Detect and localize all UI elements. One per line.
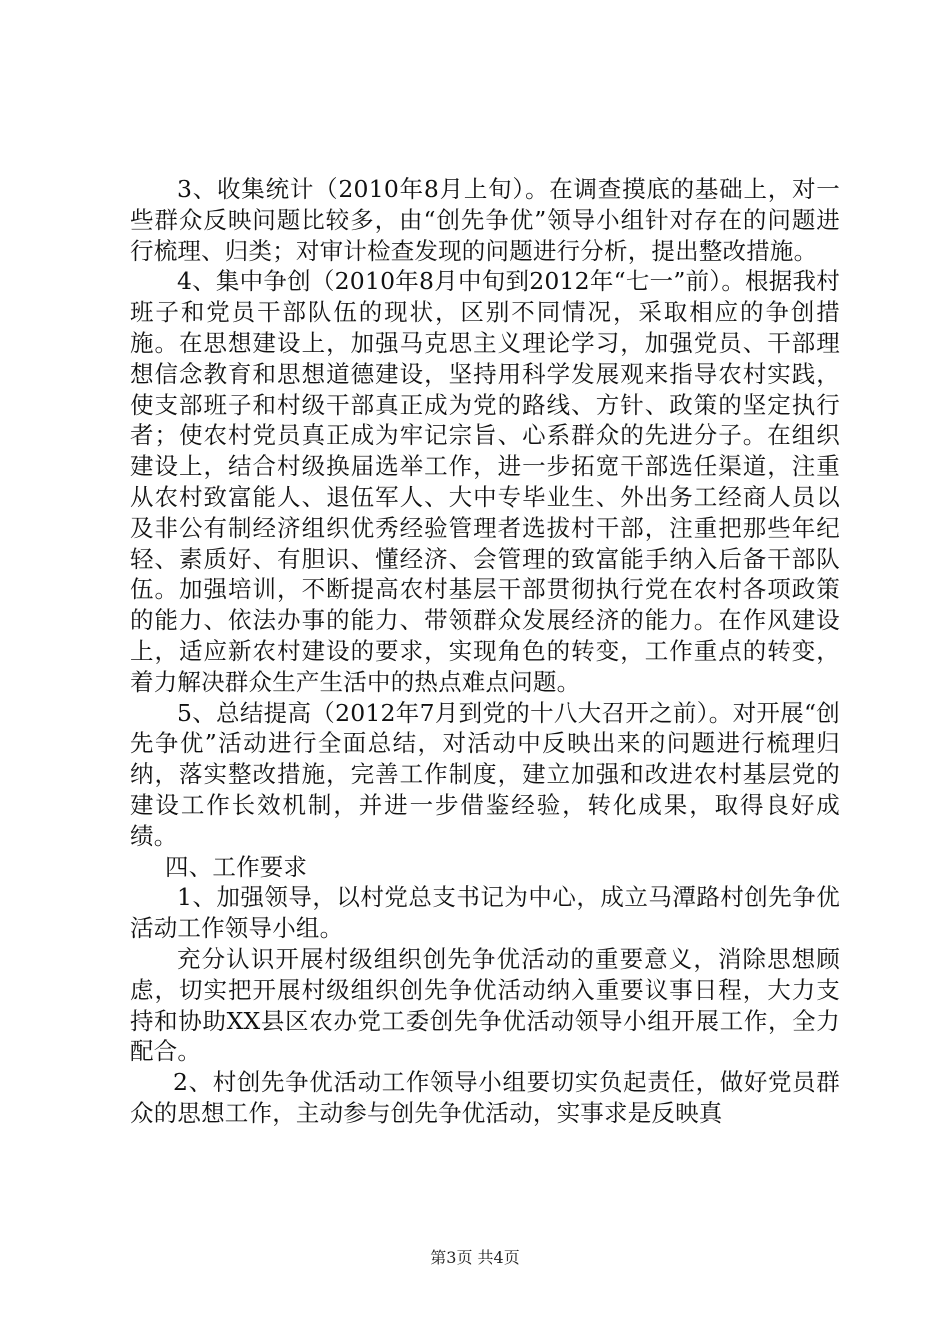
paragraph-village-leading-group: 2、村创先争优活动工作领导小组要切实负起责任，做好党员群众的思想工作，主动参与创先争优活动，实事求是反映真 xyxy=(130,1068,840,1127)
page-number-footer: 第3页 共4页 xyxy=(430,1248,520,1267)
paragraph-full-understanding: 充分认识开展村级组织创先争优活动的重要意义，消除思想顾虑，切实把开展村级组织创先争优活动纳入重要议事日程，大力支持和协助XX县区农办党工委创先争优活动领导小组开展工作，全力配合。 xyxy=(130,944,840,1066)
paragraph-collect-statistics: 3、收集统计（2010年8月上旬）。在调查摸底的基础上，对一些群众反映问题比较多，由“创先争优”领导小组针对存在的问题进行梳理、归类；对审计检查发现的问题进行分析，提出整改措施。 xyxy=(130,175,840,265)
section-heading-work-requirements: 四、工作要求 xyxy=(165,852,308,881)
paragraph-focused-competition: 4、集中争创（2010年8月中旬到2012年“七一”前）。根据我村班子和党员干部队伍的现状，区别不同情况，采取相应的争创措施。在思想建设上，加强马克思主义理论学习，加强党员、干部理想信念教育和思想道德建设，坚持用科学发展观来指导农村实践，使支部班子和村级干部真正成为党的路线、方针、政策的坚定执行者；使农村党员真正成为牢记宗旨、心系群众的先进分子。在组织建设上，结合村级换届选举工作，进一步拓宽干部选任渠道，注重从农村致富能人、退伍军人、大中专毕业生、外出务工经商人员以及非公有制经济组织优秀经验管理者选拔村干部，注重把那些年纪轻、素质好、有胆识、懂经济、会管理的致富能手纳入后备干部队伍。加强培训，不断提高农村基层干部贯彻执行党在农村各项政策的能力、依法办事的能力、带领群众发展经济的能力。在作风建设上，适应新农村建设的要求，实现角色的转变，工作重点的转变，着力解决群众生产生活中的热点难点问题。 xyxy=(130,267,840,696)
document-body xyxy=(130,174,840,1129)
paragraph-strengthen-leadership: 1、加强领导，以村党总支书记为中心，成立马潭路村创先争优活动工作领导小组。 xyxy=(130,883,840,943)
paragraph-summary-improvement: 5、总结提高（2012年7月到党的十八大召开之前）。对开展“创先争优”活动进行全面总结，对活动中反映出来的问题进行梳理归纳，落实整改措施，完善工作制度，建立加强和改进农村基层党的建设工作长效机制，并进一步借鉴经验，转化成果，取得良好成绩。 xyxy=(130,698,840,850)
